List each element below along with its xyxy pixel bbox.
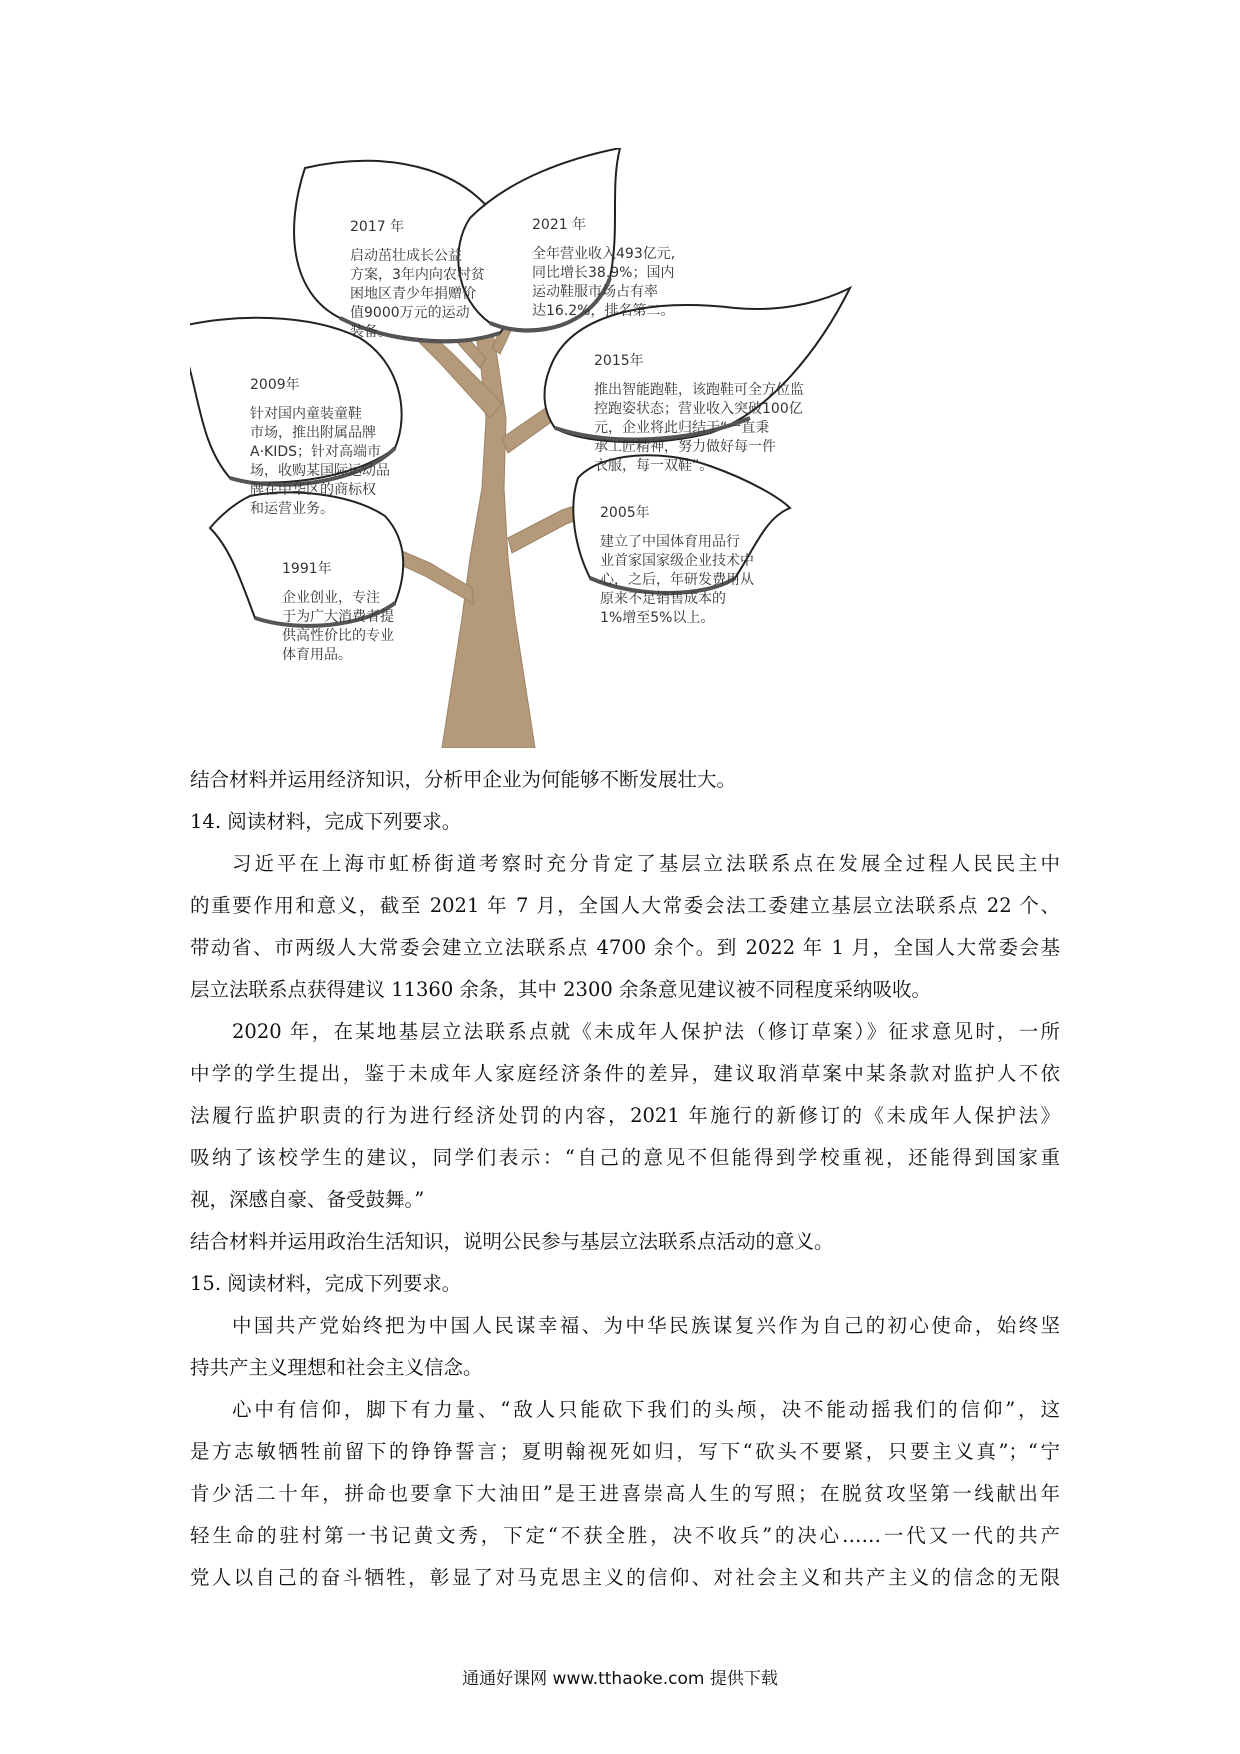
leaf-line: 于为广大消费者提 [282, 609, 394, 625]
q14-line: 中学的学生提出，鉴于未成年人家庭经济条件的差异，建议取消草案中某条款对监护人不依 [190, 1062, 1060, 1085]
leaf-line: 1%增至5%以上。 [600, 610, 715, 626]
leaf-text-2015 [594, 352, 834, 476]
q15-line: 是方志敏牺牲前留下的铮铮誓言；夏明翰视死如归，写下“砍头不要紧，只要主义真”；“宁 [190, 1440, 1060, 1463]
q15-line: 党人以自己的奋斗牺牲，彰显了对马克思主义的信仰、对社会主义和共产主义的信念的无限 [190, 1566, 1060, 1589]
q14-prompt: 结合材料并运用政治生活知识，说明公民参与基层立法联系点活动的意义。 [190, 1230, 834, 1253]
leaf-line: A·KIDS；针对高端市 [250, 444, 382, 460]
leaf-line: 控跑姿状态；营业收入突破100亿 [594, 401, 803, 417]
q14-line: 吸纳了该校学生的建议，同学们表示：“自己的意见不但能得到学校重视，还能得到国家重 [190, 1146, 1060, 1169]
leaf-line: 承工匠精神，努力做好每一件 [594, 439, 776, 455]
leaf-text-1991 [282, 560, 422, 665]
leaf-line: 供高性价比的专业 [282, 628, 394, 644]
leaf-line: 体育用品。 [282, 647, 352, 663]
q15-line: 持共产主义理想和社会主义信念。 [190, 1356, 483, 1379]
leaf-text-2009 [250, 376, 415, 519]
leaf-text-2021 [532, 216, 702, 321]
leaf-year: 2009年 [250, 377, 300, 393]
leaf-year: 2021 年 [532, 217, 587, 233]
leaf-year: 2015年 [594, 353, 644, 369]
q14-line: 法履行监护职责的行为进行经济处罚的内容，2021 年施行的新修订的《未成年人保护法》 [190, 1104, 1060, 1127]
q15-heading: 15. 阅读材料，完成下列要求。 [190, 1272, 462, 1295]
leaf-line: 方案，3年内向农村贫 [350, 267, 485, 283]
leaf-line: 推出智能跑鞋，该跑鞋可全方位监 [594, 382, 804, 398]
leaf-line: 运动鞋服市场占有率 [532, 284, 658, 300]
q14-line: 视，深感自豪、备受鼓舞。” [190, 1188, 425, 1211]
leaf-line: 同比增长38.9%；国内 [532, 265, 675, 281]
leaf-line: 建立了中国体育用品行 [600, 534, 740, 550]
q15-line: 轻生命的驻村第一书记黄文秀，下定“不获全胜，决不收兵”的决心……一代又一代的共产 [190, 1524, 1060, 1547]
q15-line: 肯少活二十年，拼命也要拿下大油田”是王进喜崇高人生的写照；在脱贫攻坚第一线献出年 [190, 1482, 1060, 1505]
leaf-line: 装备。 [350, 324, 392, 340]
leaf-line: 和运营业务。 [250, 501, 334, 517]
q15-line: 中国共产党始终把为中国人民谋幸福、为中华民族谋复兴作为自己的初心使命，始终坚 [232, 1314, 1060, 1337]
tree-figure [190, 148, 970, 748]
q14-line: 层立法联系点获得建议 11360 余条，其中 2300 余条意见建议被不同程度采纳吸收。 [190, 978, 931, 1001]
leaf-line: 全年营业收入493亿元, [532, 246, 676, 262]
q14-line: 的重要作用和意义，截至 2021 年 7 月，全国人大常委会法工委建立基层立法联系点 22 个、 [190, 894, 1060, 917]
leaf-line: 针对国内童装童鞋 [250, 406, 362, 422]
leaf-line: 值9000万元的运动 [350, 305, 470, 321]
q14-line: 带动省、市两级人大常委会建立立法联系点 4700 余个。到 2022 年 1 月，全国人大常委会基 [190, 936, 1060, 959]
q14-heading: 14. 阅读材料，完成下列要求。 [190, 810, 462, 833]
leaf-year: 1991年 [282, 561, 332, 577]
leaf-line: 心，之后，年研发费用从 [600, 572, 754, 588]
leaf-line: 市场，推出附属品牌 [250, 425, 376, 441]
q13-prompt: 结合材料并运用经济知识，分析甲企业为何能够不断发展壮大。 [190, 768, 737, 791]
page-footer: 通通好课网 www.tthaoke.com 提供下载 [462, 1669, 778, 1689]
leaf-line: 原来不足销售成本的 [600, 591, 726, 607]
leaf-text-2017 [350, 218, 520, 342]
q14-line: 习近平在上海市虹桥街道考察时充分肯定了基层立法联系点在发展全过程人民民主中 [232, 852, 1060, 875]
leaf-year: 2005年 [600, 505, 650, 521]
leaf-year: 2017 年 [350, 219, 405, 235]
leaf-line: 困地区青少年捐赠价 [350, 286, 476, 302]
q15-line: 心中有信仰，脚下有力量、“敌人只能砍下我们的头颅，决不能动摇我们的信仰”，这 [232, 1398, 1060, 1421]
leaf-line: 场，收购某国际运动品 [250, 463, 390, 479]
leaf-line: 启动茁壮成长公益 [350, 248, 462, 264]
leaf-text-2005 [600, 504, 790, 628]
leaf-line: 元，企业将此归结于“一直秉 [594, 420, 770, 436]
leaf-line: 业首家国家级企业技术中 [600, 553, 754, 569]
q14-line: 2020 年，在某地基层立法联系点就《未成年人保护法（修订草案）》征求意见时，一所 [232, 1020, 1060, 1043]
leaf-line: 牌在中华区的商标权 [250, 482, 376, 498]
leaf-line: 企业创业，专注 [282, 590, 380, 606]
leaf-line: 达16.2%，排名第二。 [532, 303, 675, 319]
leaf-line: 衣服，每一双鞋”。 [594, 458, 714, 474]
